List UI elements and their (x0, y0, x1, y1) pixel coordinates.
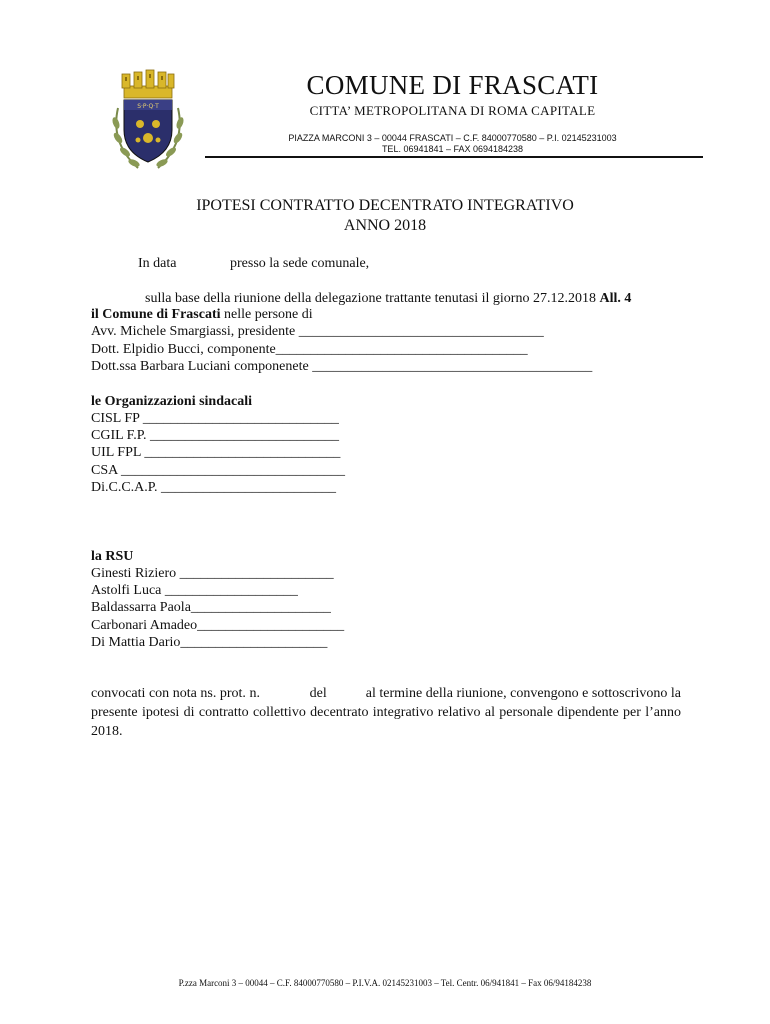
comune-heading-bold: il Comune di Frascati (91, 307, 221, 322)
comune-signatory-line: Dott. Elpidio Bucci, componente____________________________________ (91, 342, 528, 357)
header-address-line2: TEL. 06941841 – FAX 0694184238 (381, 144, 524, 154)
rsu-signatory-line: Ginesti Riziero ______________________ (91, 566, 334, 581)
sindacati-signatory-line: Di.C.C.A.P. _________________________ (91, 480, 337, 495)
sindacati-signatory-line: CISL FP ____________________________ (91, 411, 339, 426)
header-subtitle: CITTA’ METROPOLITANA DI ROMA CAPITALE (309, 103, 596, 118)
intro-meeting-line (138, 273, 631, 307)
sindacati-signatory-line: CSA ________________________________ (91, 463, 345, 478)
document-title-line2: ANNO 2018 (343, 217, 427, 234)
intro-attachment-ref: All. 4 (599, 291, 632, 306)
rsu-signatory-line: Astolfi Luca ___________________ (91, 583, 298, 598)
rsu-signatory-line: Di Mattia Dario_____________________ (91, 635, 328, 650)
sindacati-heading: le Organizzazioni sindacali (91, 394, 252, 409)
document-title-line1: IPOTESI CONTRATTO DECENTRATO INTEGRATIVO (196, 197, 574, 214)
intro-meeting-text: sulla base della riunione della delegazione trattante tenutasi il giorno 27.12.2018 (145, 291, 596, 306)
rsu-signatory-line: Carbonari Amadeo_____________________ (91, 618, 345, 633)
rsu-heading: la RSU (91, 549, 134, 564)
crest-motto: S·P·Q·T (137, 103, 159, 110)
comune-signatory-line: Dott.ssa Barbara Luciani componenete ________________________________________ (91, 359, 593, 374)
comune-heading (91, 306, 313, 323)
intro-location: presso la sede comunale, (230, 256, 370, 271)
intro-date-label: In data (138, 256, 177, 271)
comune-signatory-line: Avv. Michele Smargiassi, presidente ___________________________________ (91, 324, 544, 339)
rsu-signatory-line: Baldassarra Paola____________________ (91, 600, 331, 615)
page-footer: P.zza Marconi 3 – 00044 – C.F. 84000770580 – P.I.V.A. 02145231003 – Tel. Centr. 06/941841 – Fax 06/94184238 (178, 978, 592, 988)
header-title: COMUNE DI FRASCATI (306, 70, 599, 100)
header-divider (205, 156, 703, 158)
header-address (205, 133, 700, 155)
closing-paragraph: convocati con nota ns. prot. n. del al termine della riunione, convengono e sottoscrivono la presente ipotesi di contratto collettivo decentrato integrativo relativo al personale dipendente per l’anno 2018. (91, 686, 685, 739)
comune-crest-logo (108, 68, 188, 176)
sindacati-signatory-line: UIL FPL ____________________________ (91, 445, 341, 460)
header-address-line1: PIAZZA MARCONI 3 – 00044 FRASCATI – C.F. 84000770580 – P.I. 02145231003 (288, 133, 617, 143)
comune-heading-rest: nelle persone di (220, 307, 313, 322)
sindacati-signatory-line: CGIL F.P. ___________________________ (91, 428, 340, 443)
